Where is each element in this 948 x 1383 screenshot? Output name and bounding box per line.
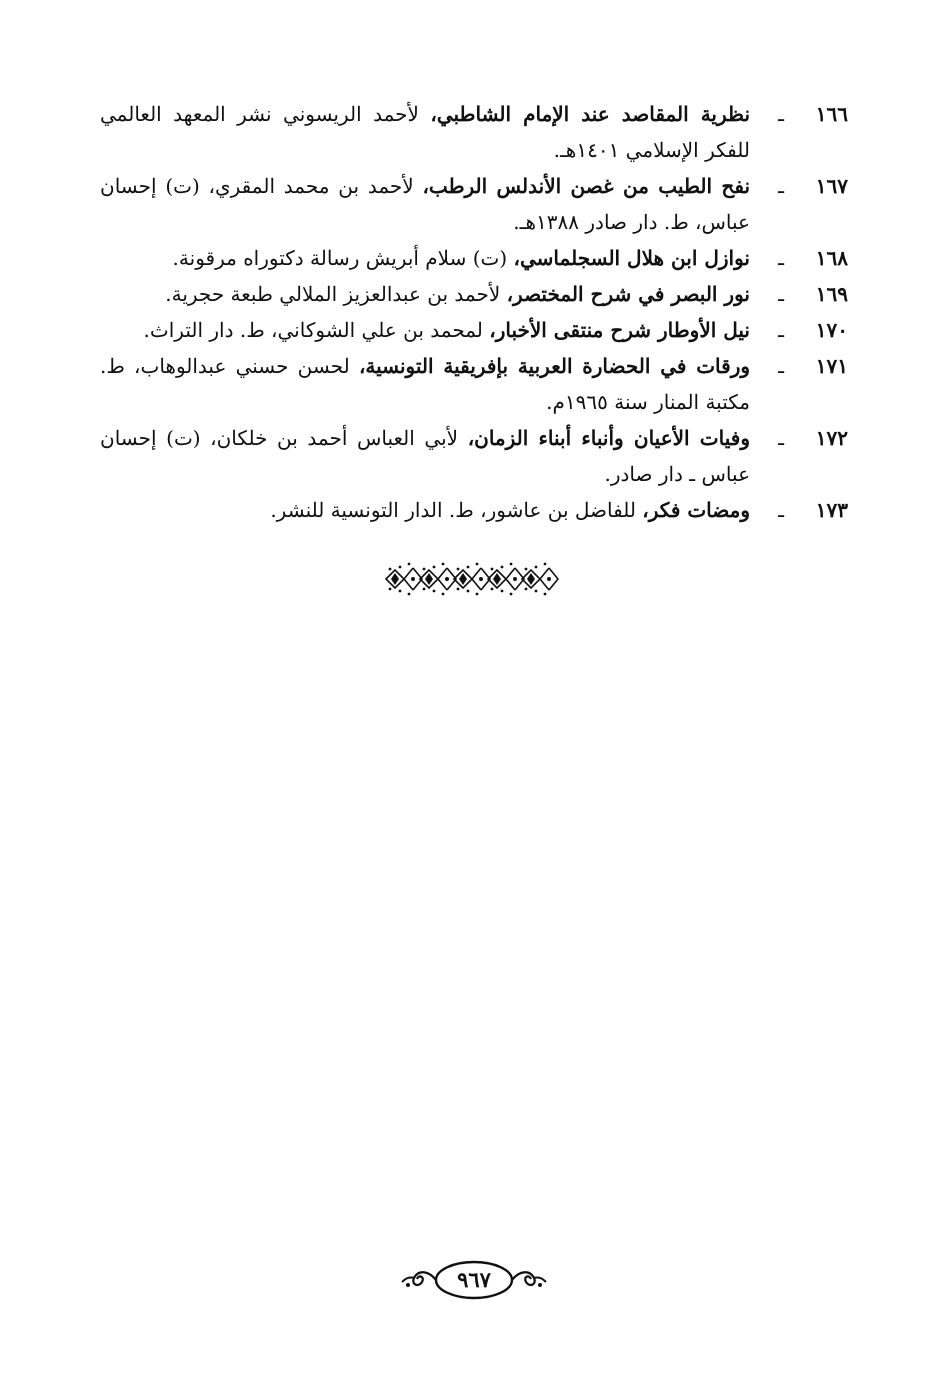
reference-details: للفاضل بن عاشور، ط. الدار التونسية للنشر. bbox=[270, 498, 636, 522]
reference-details: لحسن حسني عبدالوهاب، ط. مكتبة المنار سنة ١٩٦٥م. bbox=[100, 354, 750, 414]
reference-dash: ـ bbox=[778, 498, 784, 522]
reference-entry bbox=[100, 492, 848, 528]
reference-details: لأحمد الريسوني نشر المعهد العالمي للفكر الإسلامي ١٤٠١هـ. bbox=[100, 102, 750, 162]
reference-dash: ـ bbox=[778, 282, 784, 306]
page-number-cartouche bbox=[400, 1258, 548, 1302]
reference-title: ورقات في الحضارة العربية بإفريقية التونسية، bbox=[358, 354, 751, 378]
reference-entry bbox=[100, 420, 848, 492]
reference-number: ١٦٦ bbox=[815, 102, 848, 126]
reference-details: لأحمد بن محمد المقري، (ت) إحسان عباس، ط. دار صادر ١٣٨٨هـ. bbox=[100, 174, 750, 234]
reference-number: ١٦٨ bbox=[815, 246, 848, 270]
reference-dash: ـ bbox=[778, 318, 784, 342]
reference-title: نوازل ابن هلال السجلماسي، bbox=[513, 246, 750, 270]
reference-number: ١٦٧ bbox=[815, 174, 848, 198]
reference-details: لمحمد بن علي الشوكاني، ط. دار التراث. bbox=[143, 318, 483, 342]
reference-number: ١٧٣ bbox=[815, 498, 848, 522]
reference-entry bbox=[100, 96, 848, 168]
floral-divider-icon bbox=[384, 560, 560, 598]
reference-title: ومضات فكر، bbox=[642, 498, 750, 522]
reference-title: نور البصر في شرح المختصر، bbox=[506, 282, 750, 306]
reference-title: نفح الطيب من غصن الأندلس الرطب، bbox=[422, 174, 751, 198]
reference-details: لأحمد بن عبدالعزيز الملالي طبعة حجرية. bbox=[165, 282, 501, 306]
reference-dash: ـ bbox=[778, 354, 784, 378]
reference-entry bbox=[100, 312, 848, 348]
reference-number: ١٦٩ bbox=[815, 282, 848, 306]
reference-dash: ـ bbox=[778, 426, 784, 450]
reference-number: ١٧٢ bbox=[815, 426, 848, 450]
reference-list bbox=[100, 96, 848, 528]
reference-entry bbox=[100, 240, 848, 276]
reference-dash: ـ bbox=[778, 102, 784, 126]
reference-number: ١٧٠ bbox=[815, 318, 848, 342]
reference-title: نظرية المقاصد عند الإمام الشاطبي، bbox=[430, 102, 751, 126]
reference-entry bbox=[100, 348, 848, 420]
reference-number: ١٧١ bbox=[815, 354, 848, 378]
reference-title: نيل الأوطار شرح منتقى الأخبار، bbox=[489, 318, 750, 342]
reference-details: لأبي العباس أحمد بن خلكان، (ت) إحسان عباس ـ دار صادر. bbox=[100, 426, 750, 486]
reference-entry bbox=[100, 276, 848, 312]
page-number: ٩٦٧ bbox=[457, 1267, 491, 1292]
reference-dash: ـ bbox=[778, 246, 784, 270]
reference-title: وفيات الأعيان وأنباء أبناء الزمان، bbox=[467, 426, 750, 450]
reference-entry bbox=[100, 168, 848, 240]
reference-details: (ت) سلام أبريش رسالة دكتوراه مرقونة. bbox=[172, 246, 508, 270]
reference-dash: ـ bbox=[778, 174, 784, 198]
